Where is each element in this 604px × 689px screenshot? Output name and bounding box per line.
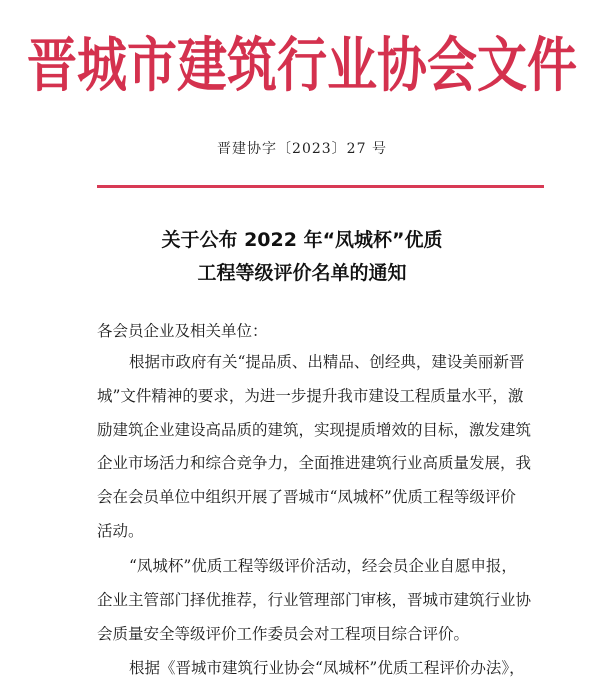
notice-title-line-1: 关于公布 2022 年“凤城杯”优质 [161, 229, 443, 251]
body-line: 城”文件精神的要求，为进一步提升我市建设工程质量水平，激 [97, 387, 524, 405]
body-line: 活动。 [97, 522, 144, 540]
document-number: 晋建协字〔2023〕27 号 [217, 141, 387, 157]
masthead-title: 晋城市建筑行业协会文件 [27, 30, 577, 100]
body-line: 励建筑企业建设高品质的建筑，实现提质增效的目标，激发建筑 [97, 421, 532, 439]
notice-title-line-2: 工程等级评价名单的通知 [197, 262, 407, 284]
red-divider-line [97, 185, 544, 188]
body-line: 企业市场活力和综合竞争力，全面推进建筑行业高质量发展，我 [97, 454, 532, 472]
body-line: 企业主管部门择优推荐，行业管理部门审核，晋城市建筑行业协 [97, 591, 532, 609]
body-line: 会在会员单位中组织开展了晋城市“凤城杯”优质工程等级评价 [97, 488, 516, 506]
body-line: “凤城杯”优质工程等级评价活动，经会员企业自愿申报， [129, 557, 517, 575]
body-line: 根据《晋城市建筑行业协会“凤城杯”优质工程评价办法》， [129, 659, 525, 677]
salutation: 各会员企业及相关单位： [97, 322, 268, 340]
body-line: 会质量安全等级评价工作委员会对工程项目综合评价。 [97, 625, 470, 643]
body-line: 根据市政府有关“提品质、出精品、创经典，建设美丽新晋 [129, 353, 525, 371]
